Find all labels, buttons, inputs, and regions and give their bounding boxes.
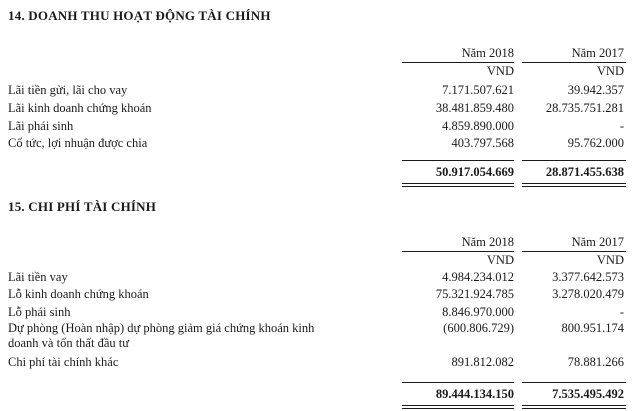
value-2018: 403.797.568	[451, 136, 514, 150]
value-2017: 39.942.357	[567, 83, 624, 97]
s15-header-rule-2	[522, 251, 626, 252]
table-row	[8, 136, 632, 152]
table-row	[8, 119, 632, 135]
value-2017: 800.951.174	[561, 321, 624, 335]
s15-unit-2017: VND	[596, 253, 624, 267]
table-row	[8, 101, 632, 117]
section-15-title: 15. CHI PHÍ TÀI CHÍNH	[8, 199, 157, 214]
table-row	[8, 287, 632, 303]
total-2018: 50.917.054.669	[435, 165, 514, 179]
s15-year-2017-header: Năm 2017	[571, 235, 624, 249]
s14-year-2018-header: Năm 2018	[461, 46, 514, 60]
row-label: Dự phòng (Hoàn nhập) dự phòng giảm giá chứng khoán kinh	[8, 321, 315, 335]
s15-unit-2018: VND	[486, 253, 514, 267]
row-label: Lãi tiền vay	[8, 270, 68, 284]
value-2017: 3.377.642.573	[552, 270, 624, 284]
row-label: Lãi phái sinh	[8, 119, 74, 133]
s14-double-rule-1	[402, 183, 514, 187]
value-2017: -	[619, 119, 624, 133]
s14-double-rule-2	[522, 183, 626, 187]
value-2018: 4.859.890.000	[442, 119, 514, 133]
s15-year-2018-header: Năm 2018	[461, 235, 514, 249]
s14-header-rule-1	[402, 62, 514, 63]
total-row	[8, 387, 632, 403]
row-label: Cổ tức, lợi nhuận được chia	[8, 136, 148, 150]
value-2018: 891.812.082	[451, 355, 514, 369]
row-label: Lãi tiền gửi, lãi cho vay	[8, 83, 128, 97]
s15-total-rule-1	[402, 382, 514, 383]
table-row	[8, 83, 632, 99]
s14-unit-2018: VND	[486, 64, 514, 78]
row-label: Lỗ phái sinh	[8, 305, 71, 319]
s14-year-2017-header: Năm 2017	[571, 46, 624, 60]
s15-total-rule-2	[522, 382, 626, 383]
value-2017: 95.762.000	[567, 136, 624, 150]
value-2018: 4.984.234.012	[442, 270, 514, 284]
row-label: Lỗ kinh doanh chứng khoán	[8, 287, 149, 301]
value-2018: (600.806.729)	[443, 321, 514, 335]
s14-total-rule-1	[402, 160, 514, 161]
value-2018: 8.846.970.000	[442, 305, 514, 319]
value-2017: 28.735.751.281	[545, 101, 624, 115]
s15-double-rule-2	[522, 405, 626, 409]
table-row-continuation	[8, 336, 632, 352]
s14-total-rule-2	[522, 160, 626, 161]
table-row	[8, 305, 632, 321]
s15-header-rule-1	[402, 251, 514, 252]
row-label: Lãi kinh doanh chứng khoán	[8, 101, 152, 115]
s14-header-rule-2	[522, 62, 626, 63]
row-label-continuation: doanh và tổn thất đầu tư	[8, 336, 129, 350]
table-row	[8, 355, 632, 371]
section-14-title: 14. DOANH THU HOẠT ĐỘNG TÀI CHÍNH	[8, 8, 271, 23]
value-2018: 38.481.859.480	[435, 101, 514, 115]
table-row	[8, 321, 632, 337]
value-2018: 7.171.507.621	[442, 83, 514, 97]
total-2017: 7.535.495.492	[552, 387, 624, 401]
total-2018: 89.444.134.150	[435, 387, 514, 401]
table-row	[8, 270, 632, 286]
value-2017: -	[619, 305, 624, 319]
value-2017: 78.881.266	[567, 355, 624, 369]
row-label: Chi phí tài chính khác	[8, 355, 119, 369]
value-2017: 3.278.020.479	[552, 287, 624, 301]
value-2018: 75.321.924.785	[435, 287, 514, 301]
s15-double-rule-1	[402, 405, 514, 409]
total-2017: 28.871.455.638	[545, 165, 624, 179]
s14-unit-2017: VND	[596, 64, 624, 78]
total-row	[8, 165, 632, 181]
